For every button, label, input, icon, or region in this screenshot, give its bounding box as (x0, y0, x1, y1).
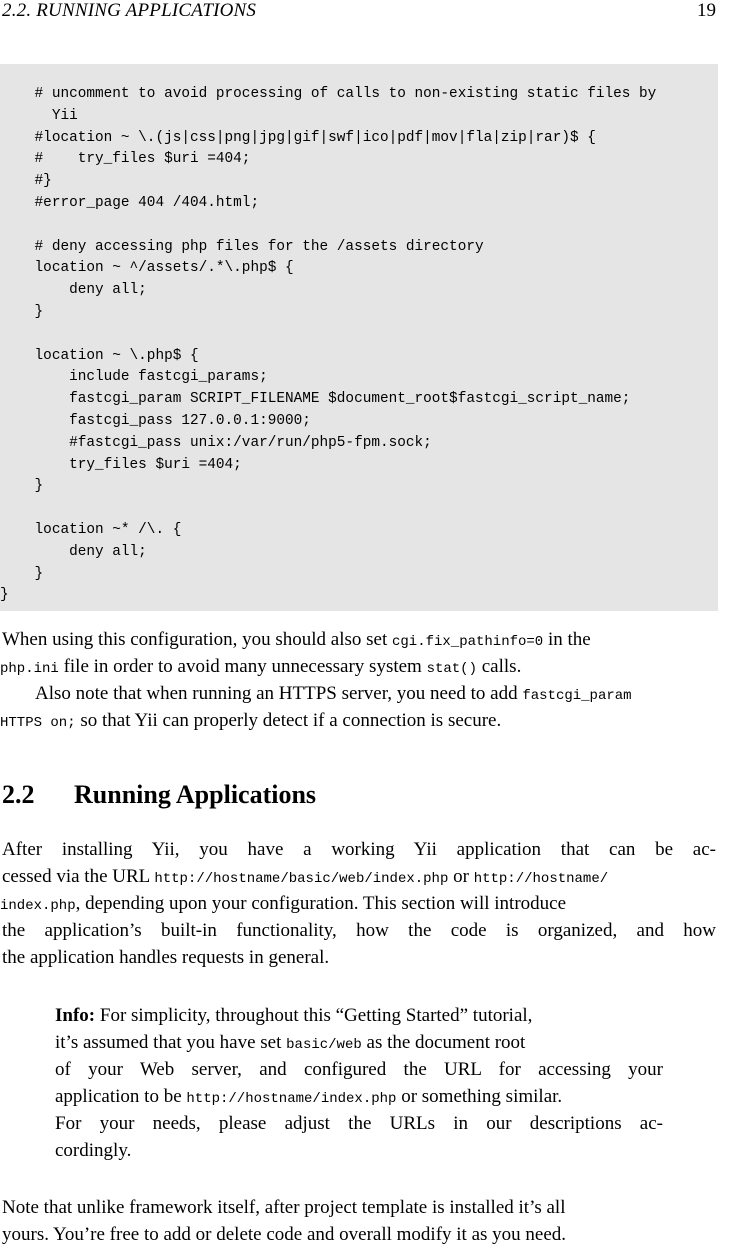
section-number: 2.2 (2, 780, 35, 809)
paragraph-note-line-2 (2, 1221, 566, 1248)
text: the application handles requests in general. (2, 947, 330, 968)
inline-code: index.php (0, 898, 76, 914)
paragraph-intro-line-5 (2, 944, 329, 971)
section-heading (2, 780, 316, 810)
paragraph-config-line-2 (0, 653, 521, 683)
code-line: } (0, 478, 44, 495)
text: For your needs, please adjust the URLs in our descriptions ac- (55, 1113, 663, 1134)
code-line: location ~ ^/assets/.*\.php$ { (0, 260, 294, 277)
info-label: Info: (55, 1005, 96, 1026)
text: , depending upon your configuration. This section will introduce (75, 893, 567, 914)
inline-code: http://hostname/basic/web/index.php (154, 871, 449, 887)
info-line-3 (55, 1056, 663, 1083)
paragraph-https-line-1 (35, 680, 632, 710)
text: so that Yii can properly detect if a connection is secure. (75, 710, 502, 731)
inline-code: HTTPS on; (0, 715, 76, 731)
code-line (0, 215, 656, 237)
code-line (0, 324, 656, 346)
code-line: } (0, 587, 9, 604)
text: Note that unlike framework itself, after project template is installed it’s all (2, 1197, 566, 1218)
code-line: fastcgi_pass 127.0.0.1:9000; (0, 412, 311, 429)
paragraph-intro-line-2 (2, 863, 608, 893)
text: For simplicity, throughout this “Getting Started” tutorial, (95, 1005, 533, 1026)
inline-code: basic/web (286, 1037, 362, 1053)
text: cordingly. (55, 1140, 132, 1161)
text: the application’s built-in functionality, how the code is organized, and how (2, 920, 716, 941)
paragraph-intro-line-3 (0, 890, 566, 920)
code-line: # deny accessing php files for the /assets directory (0, 238, 484, 255)
info-line-2 (55, 1029, 525, 1059)
info-line-5 (55, 1110, 663, 1137)
code-line: deny all; (0, 282, 147, 299)
text: cessed via the URL (2, 866, 155, 887)
inline-code: fastcgi_param (522, 688, 632, 704)
text: of your Web server, and configured the URL for accessing your (55, 1059, 663, 1080)
code-line: #} (0, 173, 52, 190)
page-number: 19 (697, 0, 716, 21)
inline-code: cgi.fix_pathinfo=0 (391, 634, 544, 650)
code-line: # uncomment to avoid processing of calls to non-existing static files by (0, 86, 657, 102)
code-line: #fastcgi_pass unix:/var/run/php5-fpm.sock; (0, 434, 432, 451)
code-line: deny all; (0, 543, 147, 560)
inline-code: http://hostname/ (473, 871, 609, 887)
code-line: include fastcgi_params; (0, 369, 268, 386)
info-line-6 (55, 1137, 131, 1164)
info-line-4 (55, 1083, 562, 1113)
text: it’s assumed that you have set (55, 1032, 287, 1053)
code-line: } (0, 303, 44, 320)
paragraph-intro-line-1 (2, 836, 716, 863)
code-line: fastcgi_param SCRIPT_FILENAME $document_root$fastcgi_script_name; (0, 391, 631, 408)
code-line: location ~* /\. { (0, 521, 182, 538)
text: application to be (55, 1086, 187, 1107)
code-line: #error_page 404 /404.html; (0, 194, 260, 211)
code-line: try_files $uri =404; (0, 456, 242, 473)
section-title: Running Applications (74, 780, 317, 809)
paragraph-config-line-1 (2, 626, 591, 656)
text: as the document root (361, 1032, 526, 1053)
text: or something similar. (396, 1086, 563, 1107)
text: in the (543, 629, 591, 650)
code-line: } (0, 565, 44, 582)
inline-code: stat() (426, 661, 477, 677)
text: yours. You’re free to add or delete code and overall modify it as you need. (2, 1224, 567, 1245)
paragraph-note-line-1 (2, 1194, 566, 1221)
text: When using this configuration, you should also set (2, 629, 392, 650)
code-line: Yii (0, 107, 78, 124)
inline-code: php.ini (0, 661, 59, 677)
running-header-title: 2.2. RUNNING APPLICATIONS (2, 0, 257, 21)
info-line-1 (55, 1002, 532, 1029)
paragraph-intro-line-4 (2, 917, 716, 944)
code-line: # try_files $uri =404; (0, 151, 251, 168)
code-line (0, 498, 656, 520)
text: calls. (477, 656, 522, 677)
text: or (448, 866, 474, 887)
inline-code: http://hostname/index.php (186, 1091, 397, 1107)
text: After installing Yii, you have a working Yii application that can be ac- (2, 839, 716, 860)
code-block (0, 84, 656, 607)
text: file in order to avoid many unnecessary system (58, 656, 427, 677)
text: Also note that when running an HTTPS server, you need to add (35, 683, 523, 704)
paragraph-https-line-2 (0, 707, 501, 737)
code-line: location ~ \.php$ { (0, 347, 199, 364)
code-line: #location ~ \.(js|css|png|jpg|gif|swf|ico|pdf|mov|fla|zip|rar)$ { (0, 129, 596, 146)
